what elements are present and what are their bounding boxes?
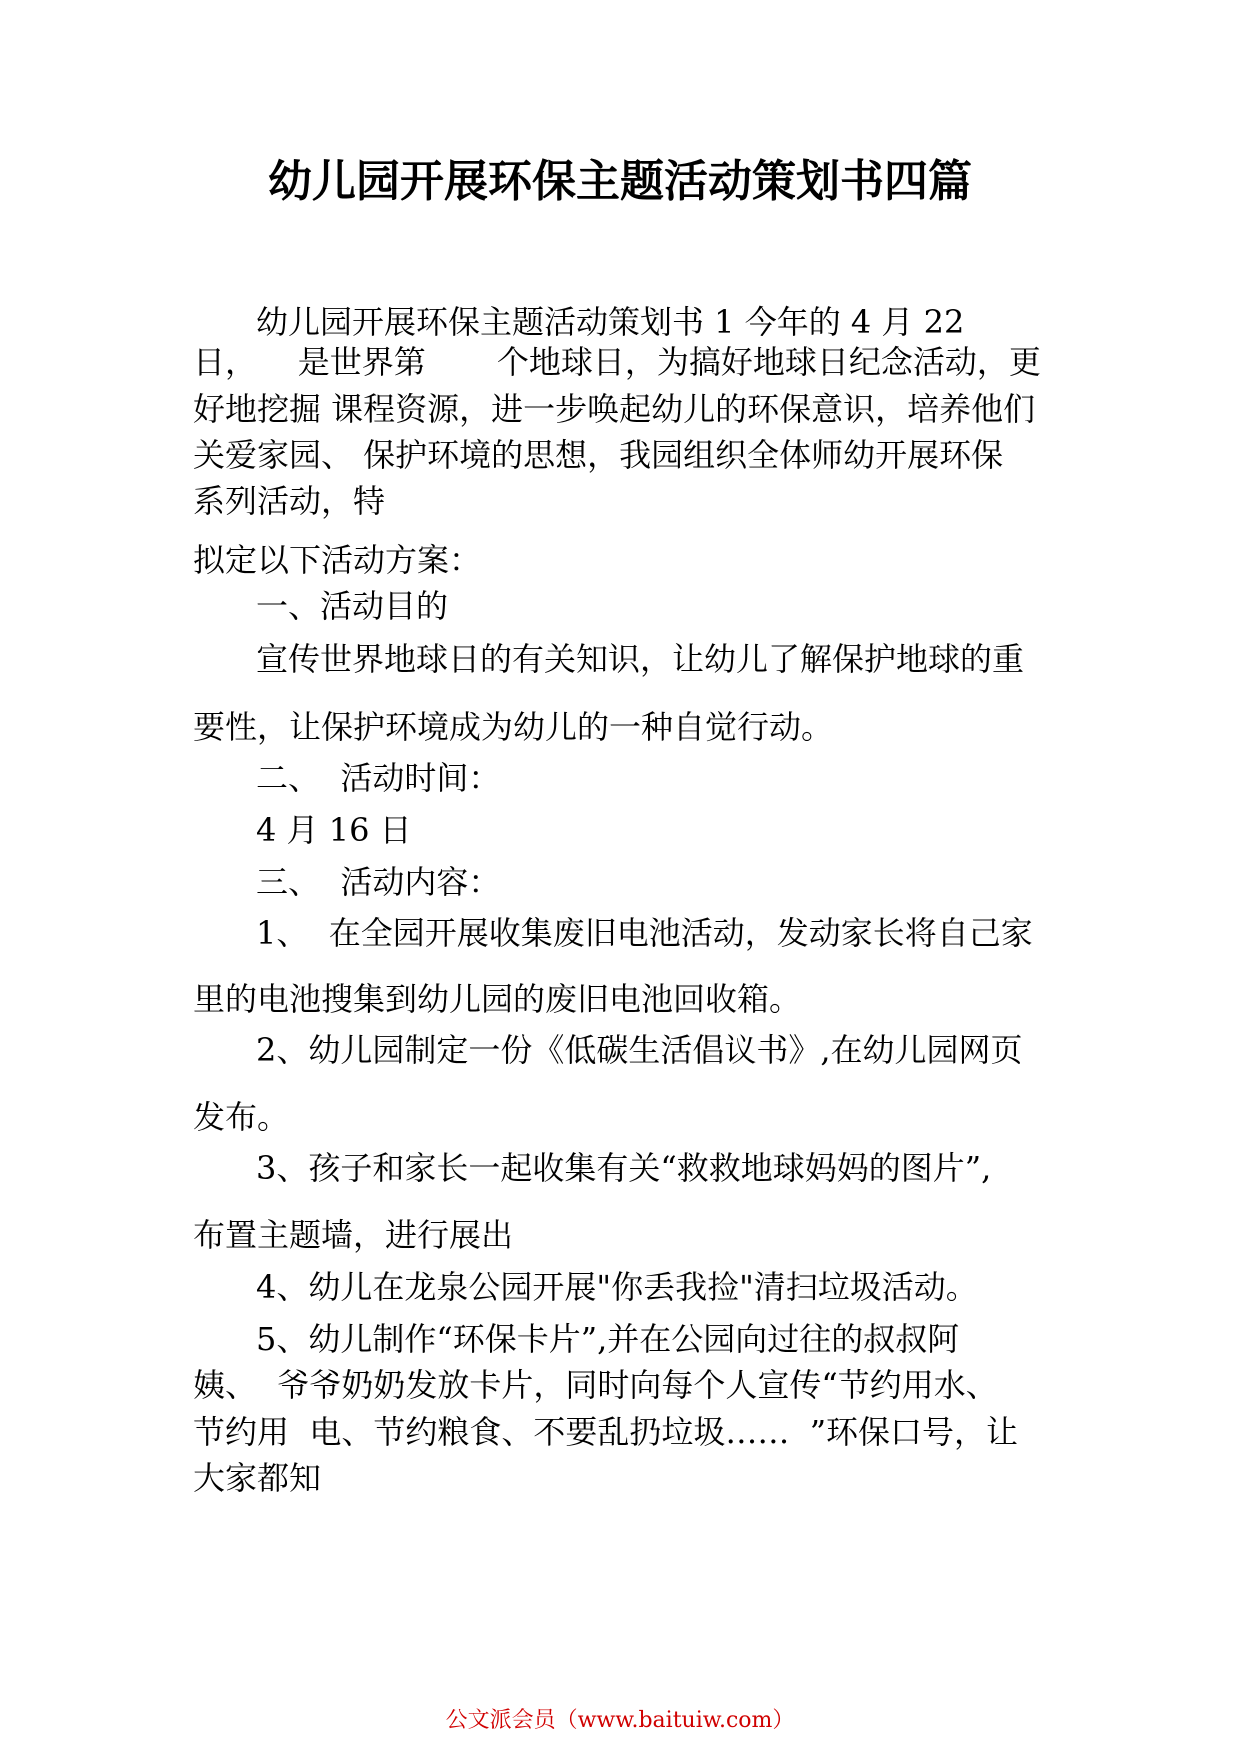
paragraph-line: 要性，让保护环境成为幼儿的一种自觉行动。	[193, 708, 834, 746]
list-item-line: 5、幼儿制作“环保卡片”,并在公园向过往的叔叔阿	[256, 1320, 960, 1358]
list-item-line: 3、孩子和家长一起收集有关“救救地球妈妈的图片”,	[256, 1149, 992, 1187]
paragraph-line: 4 月 16 日	[256, 811, 412, 849]
section-heading: 一、活动目的	[256, 587, 449, 625]
paragraph-line: 关爱家园、 保护环境的思想，我园组织全体师幼开展环保	[193, 436, 1004, 474]
paragraph-line: 日， 是世界第 个地球日，为搞好地球日纪念活动，更	[193, 343, 1041, 381]
footer-watermark-link[interactable]: 公文派会员（www.baituiw.com）	[445, 1708, 795, 1733]
list-item-line: 大家都知	[193, 1459, 322, 1497]
document-title: 幼儿园开展环保主题活动策划书四篇	[268, 156, 972, 207]
list-item-line: 4、幼儿在龙泉公园开展"你丢我捡"清扫垃圾活动。	[256, 1268, 978, 1306]
list-item-line: 发布。	[193, 1098, 290, 1136]
list-item-line: 1、 在全园开展收集废旧电池活动，发动家长将自己家	[256, 914, 1033, 952]
paragraph-line: 拟定以下活动方案：	[193, 541, 482, 579]
paragraph-line: 系列活动，特	[193, 482, 386, 520]
section-heading: 三、 活动内容：	[256, 863, 501, 901]
paragraph-line: 宣传世界地球日的有关知识，让幼儿了解保护地球的重	[256, 640, 1025, 678]
list-item-line: 节约用 电、节约粮食、不要乱扔垃圾…… ”环保口号，让	[193, 1413, 1019, 1451]
list-item-line: 姨、 爷爷奶奶发放卡片，同时向每个人宣传“节约用水、	[193, 1366, 998, 1404]
list-item-line: 里的电池搜集到幼儿园的废旧电池回收箱。	[193, 980, 802, 1018]
paragraph-line: 幼儿园开展环保主题活动策划书 1 今年的 4 月 22	[256, 303, 965, 341]
section-heading: 二、 活动时间：	[256, 759, 501, 797]
paragraph-line: 好地挖掘 课程资源，进一步唤起幼儿的环保意识，培养他们	[193, 390, 1036, 428]
list-item-line: 布置主题墙，进行展出	[193, 1216, 514, 1254]
list-item-line: 2、幼儿园制定一份《低碳生活倡议书》,在幼儿园网页	[256, 1031, 1023, 1069]
